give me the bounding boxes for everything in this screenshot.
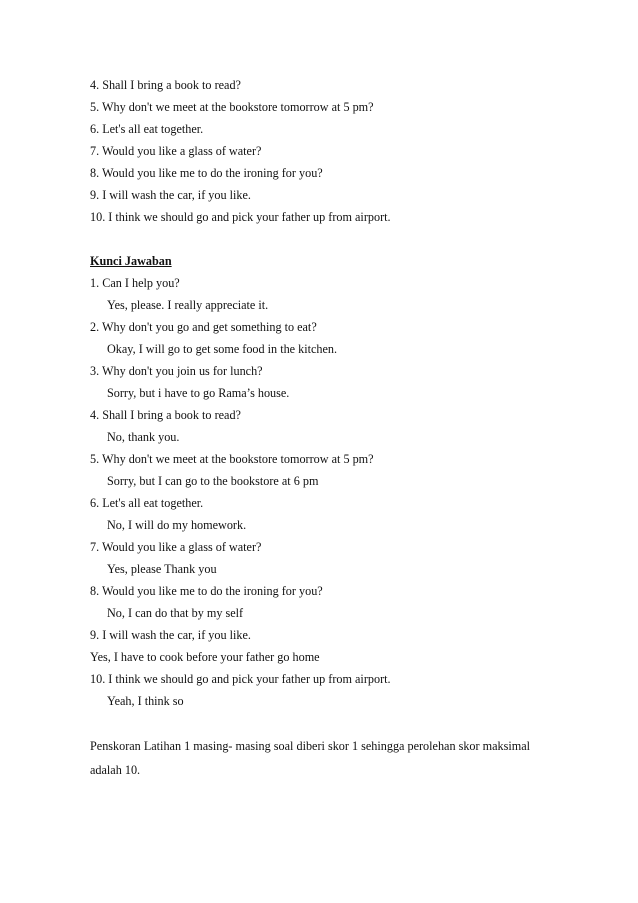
answer-key-question: 8. Would you like me to do the ironing for you? — [90, 584, 323, 598]
answer-key-answer: No, I will do my homework. — [107, 518, 247, 532]
question-7: 7. Would you like a glass of water? — [90, 144, 262, 158]
answer-key-answer: Yes, please Thank you — [107, 562, 217, 576]
answer-key-list — [90, 272, 560, 712]
answer-key-answer: No, I can do that by my self — [107, 606, 244, 620]
answer-key-question: 2. Why don't you go and get something to eat? — [90, 320, 317, 334]
answer-key-question: 5. Why don't we meet at the bookstore tomorrow at 5 pm? — [90, 452, 374, 466]
answer-key-question: 1. Can I help you? — [90, 276, 180, 290]
answer-key-question: 6. Let's all eat together. — [90, 496, 204, 510]
scoring-note: Penskoran Latihan 1 masing- masing soal diberi skor 1 sehingga perolehan skor maksimal adalah 10. — [90, 739, 531, 777]
answer-key-answer: Sorry, but I can go to the bookstore at 6 pm — [107, 474, 319, 488]
question-5: 5. Why don't we meet at the bookstore tomorrow at 5 pm? — [90, 100, 374, 114]
answer-key-question: 10. I think we should go and pick your father up from airport. — [90, 672, 391, 686]
answer-key-answer: Okay, I will go to get some food in the kitchen. — [107, 342, 338, 356]
spacer — [90, 712, 560, 734]
question-8: 8. Would you like me to do the ironing for you? — [90, 166, 323, 180]
question-list — [90, 74, 560, 228]
answer-key-question: 3. Why don't you join us for lunch? — [90, 364, 263, 378]
question-4: 4. Shall I bring a book to read? — [90, 78, 241, 92]
answer-key-question: 7. Would you like a glass of water? — [90, 540, 262, 554]
spacer — [90, 228, 560, 250]
answer-key-question: 4. Shall I bring a book to read? — [90, 408, 241, 422]
answer-key-answer: Sorry, but i have to go Rama’s house. — [107, 386, 290, 400]
answer-key-heading: Kunci Jawaban — [90, 254, 172, 268]
answer-key-answer: No, thank you. — [107, 430, 180, 444]
answer-key-question: 9. I will wash the car, if you like. — [90, 628, 251, 642]
question-9: 9. I will wash the car, if you like. — [90, 188, 251, 202]
question-6: 6. Let's all eat together. — [90, 122, 204, 136]
question-10: 10. I think we should go and pick your father up from airport. — [90, 210, 391, 224]
answer-key-answer: Yes, I have to cook before your father go home — [90, 650, 320, 664]
answer-key-answer: Yeah, I think so — [107, 694, 184, 708]
answer-key-answer: Yes, please. I really appreciate it. — [107, 298, 269, 312]
document-body — [90, 74, 560, 782]
